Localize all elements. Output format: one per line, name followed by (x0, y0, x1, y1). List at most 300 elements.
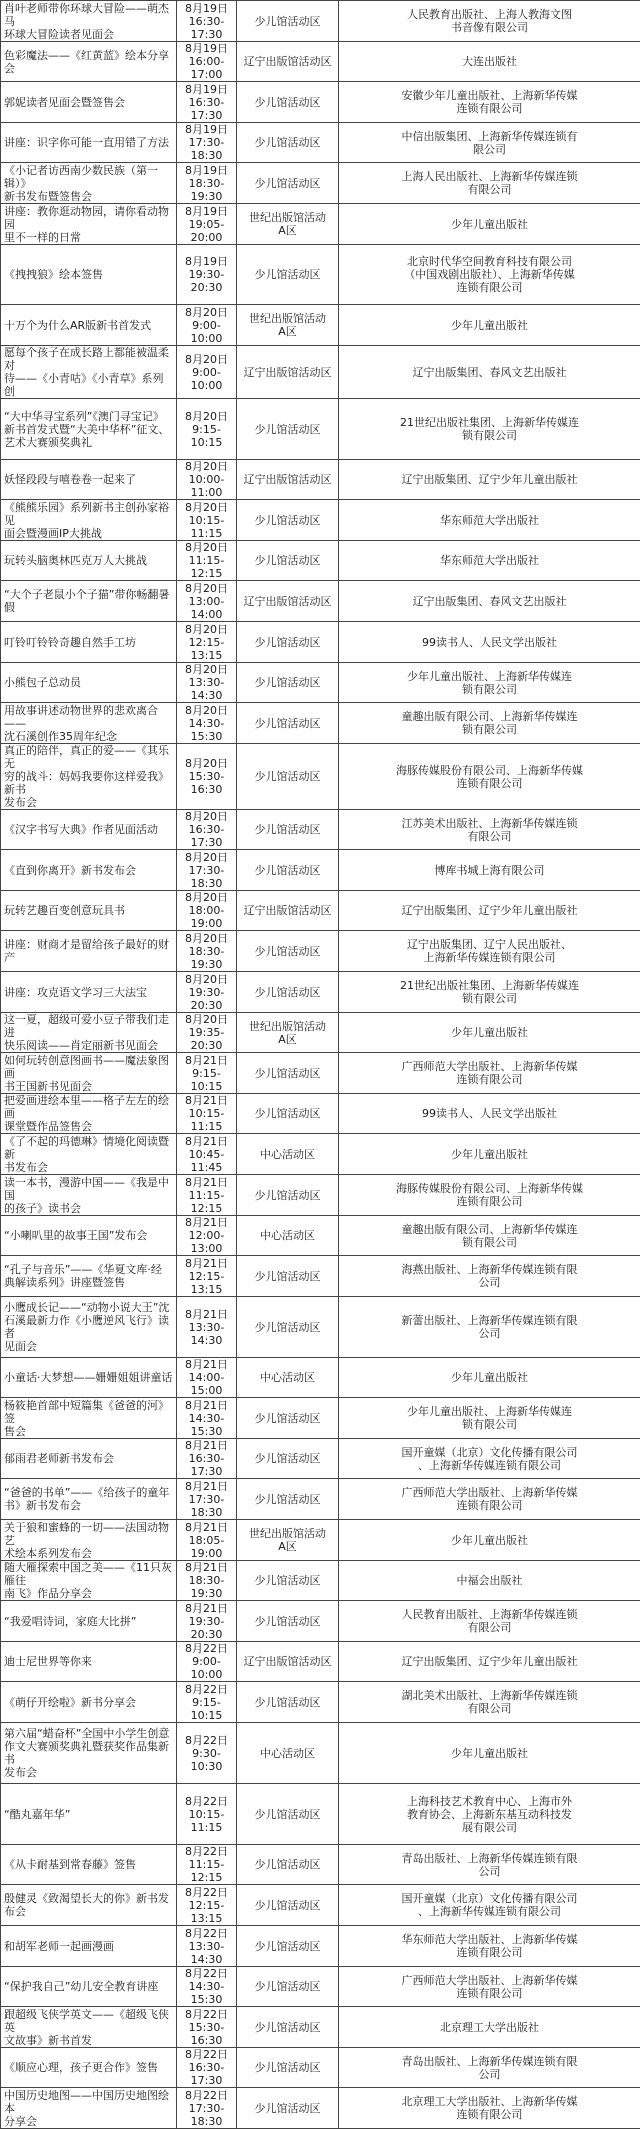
event-date: 8月20日 (180, 541, 233, 554)
table-row (1, 1682, 640, 1723)
event-cell (1, 622, 177, 663)
event-time: 19:35-20:30 (180, 1026, 233, 1052)
event-time: 13:00-14:00 (180, 595, 233, 621)
event-publisher: 少年儿童出版社 (342, 1148, 637, 1161)
event-date: 8月22日 (180, 1734, 233, 1747)
table-row (1, 305, 640, 346)
event-cell (1, 123, 177, 163)
publisher-cell (339, 1053, 640, 1094)
event-time: 9:15-10:15 (180, 1696, 233, 1722)
event-publisher: 辽宁出版集团、辽宁人民出版社、 上海新华传媒连锁有限公司 (342, 938, 637, 964)
event-publisher: 新蕾出版社、上海新华传媒连锁有限 公司 (342, 1314, 637, 1340)
venue-cell (237, 1256, 339, 1297)
event-time: 13:30-14:30 (180, 1321, 233, 1347)
event-title: 郭妮读者见面会暨签售会 (4, 96, 173, 109)
event-title: 小熊包子总动员 (4, 676, 173, 689)
event-publisher: 少年儿童出版社 (342, 1534, 637, 1547)
event-publisher: 广西师范大学出版社、上海新华传媒 连锁有限公司 (342, 1486, 637, 1512)
event-cell (1, 1094, 177, 1134)
event-title: “大个子老鼠小个子猫”带你畅翻暑 假 (4, 588, 173, 614)
event-cell (1, 2007, 177, 2048)
event-venue: 少儿馆活动区 (240, 1321, 335, 1334)
event-time: 14:30-15:30 (180, 1412, 233, 1438)
venue-cell (237, 1358, 339, 1398)
event-title: 愿每个孩子在成长路上都能被温柔对 待——《小青咕》《小青草》系列创 (4, 346, 173, 398)
venue-cell (237, 581, 339, 622)
venue-cell (237, 1926, 339, 1967)
event-date: 8月21日 (180, 1176, 233, 1189)
publisher-cell (339, 541, 640, 581)
venue-cell (237, 972, 339, 1013)
datetime-cell (177, 1, 237, 42)
event-title: 真正的陪伴，真正的爱——《其乐无 穷的战斗：妈妈我要你这样爱我》新书 发布会 (4, 744, 173, 809)
event-publisher: 童趣出版有限公司、上海新华传媒连 锁有限公司 (342, 1223, 637, 1249)
event-time: 14:30-15:30 (180, 717, 233, 743)
venue-cell (237, 1601, 339, 1642)
table-row (1, 1358, 640, 1398)
event-title: 《从卡耐基到常春藤》签售 (4, 1858, 173, 1871)
event-title: “酷丸嘉年华” (4, 1808, 173, 1821)
event-cell (1, 346, 177, 399)
event-title: 这一夏，超级可爱小豆子带我们走进 快乐阅读——肖定丽新书见面会 (4, 1013, 173, 1052)
event-venue: 辽宁出版馆活动区 (240, 366, 335, 379)
event-venue: 少儿馆活动区 (240, 1067, 335, 1080)
table-row (1, 123, 640, 163)
event-cell (1, 305, 177, 346)
venue-cell (237, 2088, 339, 2129)
datetime-cell (177, 1642, 237, 1682)
datetime-cell (177, 1479, 237, 1520)
event-publisher: 北京时代华空间教育科技有限公司 （中国戏剧出版社）、上海新华传媒 连锁有限公司 (342, 255, 637, 294)
datetime-cell (177, 1601, 237, 1642)
event-venue: 辽宁出版馆活动区 (240, 595, 335, 608)
event-publisher: 中福会出版社 (342, 1574, 637, 1587)
venue-cell (237, 810, 339, 850)
event-venue: 少儿馆活动区 (240, 1452, 335, 1465)
event-title: “小喇叭里的故事王国”发布会 (4, 1229, 173, 1242)
venue-cell (237, 1175, 339, 1216)
event-venue: 少儿馆活动区 (240, 945, 335, 958)
event-time: 19:30-20:30 (180, 1615, 233, 1641)
event-time: 18:30-19:30 (180, 1574, 233, 1600)
event-cell (1, 460, 177, 500)
publisher-cell (339, 1439, 640, 1479)
event-publisher: 华东师范大学出版社、上海新华传媒 连锁有限公司 (342, 1933, 637, 1959)
event-date: 8月22日 (180, 1845, 233, 1858)
table-row (1, 1642, 640, 1682)
event-date: 8月22日 (180, 1642, 233, 1655)
datetime-cell (177, 1297, 237, 1358)
event-cell (1, 1885, 177, 1926)
event-publisher: 21世纪出版社集团、上海新华传媒连 锁有限公司 (342, 979, 637, 1005)
event-venue: 少儿馆活动区 (240, 1940, 335, 1953)
table-row (1, 581, 640, 622)
publisher-cell (339, 500, 640, 541)
datetime-cell (177, 204, 237, 245)
publisher-cell (339, 1967, 640, 2007)
venue-cell (237, 399, 339, 460)
event-time: 15:30-16:30 (180, 770, 233, 796)
datetime-cell (177, 305, 237, 346)
event-publisher: 辽宁出版集团、春风文艺出版社 (342, 595, 637, 608)
venue-cell (237, 204, 339, 245)
event-date: 8月19日 (180, 2, 233, 15)
datetime-cell (177, 1216, 237, 1256)
event-title: 《直到你离开》新书发布会 (4, 864, 173, 877)
event-publisher: 少年儿童出版社 (342, 1026, 637, 1039)
event-time: 18:30-19:30 (180, 945, 233, 971)
datetime-cell (177, 1561, 237, 1601)
table-row (1, 931, 640, 972)
event-title: 《拽拽狼》绘本签售 (4, 268, 173, 281)
publisher-cell (339, 622, 640, 663)
event-date: 8月20日 (180, 582, 233, 595)
venue-cell (237, 346, 339, 399)
event-venue: 少儿馆活动区 (240, 177, 335, 190)
datetime-cell (177, 1053, 237, 1094)
table-row (1, 346, 640, 399)
event-date: 8月22日 (180, 1683, 233, 1696)
event-publisher: 海豚传媒股份有限公司、上海新华传媒 连锁有限公司 (342, 1182, 637, 1208)
event-publisher: 辽宁出版集团、辽宁少年儿童出版社 (342, 1655, 637, 1668)
table-row (1, 1, 640, 42)
event-title: 讲座：财商才是留给孩子最好的财产 (4, 938, 173, 964)
publisher-cell (339, 1682, 640, 1723)
event-venue: 少儿馆活动区 (240, 1858, 335, 1871)
publisher-cell (339, 1845, 640, 1885)
event-venue: 中心活动区 (240, 1148, 335, 1161)
venue-cell (237, 1053, 339, 1094)
event-venue: 中心活动区 (240, 1747, 335, 1760)
table-row (1, 972, 640, 1013)
event-venue: 少儿馆活动区 (240, 1493, 335, 1506)
datetime-cell (177, 2088, 237, 2129)
table-row (1, 1784, 640, 1845)
publisher-cell (339, 1926, 640, 1967)
table-row (1, 1013, 640, 1053)
event-publisher: 少年儿童出版社 (342, 319, 637, 332)
event-time: 18:00-19:00 (180, 904, 233, 930)
event-time: 9:15-10:15 (180, 1067, 233, 1093)
event-cell (1, 163, 177, 204)
event-title: 讲座：攻克语文学习三大法宝 (4, 986, 173, 999)
event-publisher: 99读书人、人民文学出版社 (342, 1107, 637, 1120)
event-venue: 少儿馆活动区 (240, 864, 335, 877)
datetime-cell (177, 1398, 237, 1439)
datetime-cell (177, 1094, 237, 1134)
event-publisher: 少年儿童出版社 (342, 218, 637, 231)
datetime-cell (177, 1845, 237, 1885)
venue-cell (237, 1967, 339, 2007)
event-time: 13:30-14:30 (180, 676, 233, 702)
venue-cell (237, 703, 339, 744)
venue-cell (237, 1297, 339, 1358)
event-title: 把爱画进绘本里——格子左左的绘画 课堂暨作品签售会 (4, 1094, 173, 1133)
table-row (1, 1601, 640, 1642)
venue-cell (237, 1479, 339, 1520)
event-title: 讲座：识字你可能一直用错了方法 (4, 136, 173, 149)
event-date: 8月21日 (180, 1054, 233, 1067)
datetime-cell (177, 744, 237, 810)
table-row (1, 1926, 640, 1967)
event-title: 用故事讲述动物世界的悲欢离合—— 沈石溪创作35周年纪念 (4, 704, 173, 743)
publisher-cell (339, 1561, 640, 1601)
datetime-cell (177, 42, 237, 82)
event-title: 中国历史地图——中国历史地图绘本 分享会 (4, 2089, 173, 2128)
publisher-cell (339, 581, 640, 622)
event-cell (1, 972, 177, 1013)
venue-cell (237, 850, 339, 891)
event-publisher: 童趣出版有限公司、上海新华传媒连 锁有限公司 (342, 710, 637, 736)
venue-cell (237, 931, 339, 972)
event-date: 8月20日 (180, 501, 233, 514)
event-venue: 少儿馆活动区 (240, 514, 335, 527)
event-time: 12:15-13:15 (180, 636, 233, 662)
table-row (1, 1561, 640, 1601)
event-time: 9:00-10:00 (180, 319, 233, 345)
event-publisher: 上海科技艺术教育中心、上海市外 教育协会、上海新东基互动科技发 展有限公司 (342, 1795, 637, 1834)
event-venue: 少儿馆活动区 (240, 986, 335, 999)
event-cell (1, 1358, 177, 1398)
event-cell (1, 1784, 177, 1845)
event-date: 8月21日 (180, 1216, 233, 1229)
event-cell (1, 1967, 177, 2007)
event-cell (1, 1642, 177, 1682)
event-title: 讲座：教你逛动物园，请你看动物园 里不一样的日常 (4, 205, 173, 244)
event-date: 8月22日 (180, 2048, 233, 2061)
datetime-cell (177, 1784, 237, 1845)
table-row (1, 850, 640, 891)
event-time: 9:15-10:15 (180, 423, 233, 449)
event-cell (1, 850, 177, 891)
publisher-cell (339, 1784, 640, 1845)
event-title: 随大雁探索中国之美——《11只灰雁往 南飞》作品分享会 (4, 1561, 173, 1600)
publisher-cell (339, 460, 640, 500)
event-cell (1, 399, 177, 460)
event-cell (1, 1845, 177, 1885)
venue-cell (237, 163, 339, 204)
event-title: 读一本书，漫游中国——《我是中国 的孩子》读书会 (4, 1176, 173, 1215)
table-row (1, 1439, 640, 1479)
event-date: 8月20日 (180, 810, 233, 823)
table-row (1, 1134, 640, 1175)
datetime-cell (177, 931, 237, 972)
venue-cell (237, 123, 339, 163)
venue-cell (237, 663, 339, 703)
venue-cell (237, 1682, 339, 1723)
venue-cell (237, 1, 339, 42)
event-title: 《小记者访西南少数民族（第一辑）》 新书发布暨签售会 (4, 164, 173, 203)
event-publisher: 华东师范大学出版社 (342, 554, 637, 567)
event-date: 8月20日 (180, 851, 233, 864)
event-cell (1, 810, 177, 850)
venue-cell (237, 891, 339, 931)
datetime-cell (177, 1439, 237, 1479)
publisher-cell (339, 1398, 640, 1439)
event-venue: 少儿馆活动区 (240, 1189, 335, 1202)
table-row (1, 891, 640, 931)
datetime-cell (177, 123, 237, 163)
event-cell (1, 703, 177, 744)
venue-cell (237, 1398, 339, 1439)
event-venue: 少儿馆活动区 (240, 823, 335, 836)
publisher-cell (339, 123, 640, 163)
event-time: 18:30-19:30 (180, 177, 233, 203)
event-title: 跟超级飞侠学英文——《超级飞侠英 文故事》新书首发 (4, 2008, 173, 2047)
event-time: 11:15-12:15 (180, 1858, 233, 1884)
event-date: 8月20日 (180, 757, 233, 770)
table-row (1, 1297, 640, 1358)
event-title: “保护我自己”幼儿安全教育讲座 (4, 1980, 173, 1993)
event-time: 14:30-15:30 (180, 1980, 233, 2006)
event-venue: 世纪出版馆活动 A区 (240, 1527, 335, 1553)
event-date: 8月22日 (180, 1967, 233, 1980)
event-date: 8月20日 (180, 623, 233, 636)
publisher-cell (339, 1723, 640, 1784)
datetime-cell (177, 663, 237, 703)
event-venue: 辽宁出版馆活动区 (240, 1655, 335, 1668)
publisher-cell (339, 1094, 640, 1134)
publisher-cell (339, 1885, 640, 1926)
venue-cell (237, 42, 339, 82)
publisher-cell (339, 2007, 640, 2048)
event-publisher: 上海人民出版社、上海新华传媒连锁 有限公司 (342, 170, 637, 196)
venue-cell (237, 744, 339, 810)
datetime-cell (177, 1885, 237, 1926)
event-cell (1, 1256, 177, 1297)
table-row (1, 245, 640, 305)
publisher-cell (339, 1297, 640, 1358)
event-date: 8月20日 (180, 663, 233, 676)
datetime-cell (177, 1134, 237, 1175)
event-time: 16:30-17:30 (180, 2061, 233, 2087)
event-cell (1, 42, 177, 82)
table-row (1, 2007, 640, 2048)
publisher-cell (339, 1256, 640, 1297)
event-venue: 少儿馆活动区 (240, 1808, 335, 1821)
event-cell (1, 1, 177, 42)
event-venue: 少儿馆活动区 (240, 1696, 335, 1709)
publisher-cell (339, 703, 640, 744)
event-time: 19:05-20:00 (180, 218, 233, 244)
event-venue: 中心活动区 (240, 1229, 335, 1242)
table-row (1, 204, 640, 245)
datetime-cell (177, 1520, 237, 1561)
publisher-cell (339, 82, 640, 123)
datetime-cell (177, 399, 237, 460)
venue-cell (237, 1134, 339, 1175)
datetime-cell (177, 1926, 237, 1967)
event-time: 10:15-11:15 (180, 514, 233, 540)
table-row (1, 703, 640, 744)
event-venue: 世纪出版馆活动 A区 (240, 1020, 335, 1046)
table-row (1, 622, 640, 663)
event-cell (1, 931, 177, 972)
datetime-cell (177, 1256, 237, 1297)
event-venue: 少儿馆活动区 (240, 636, 335, 649)
event-cell (1, 1479, 177, 1520)
event-cell (1, 891, 177, 931)
event-venue: 少儿馆活动区 (240, 2061, 335, 2074)
datetime-cell (177, 1358, 237, 1398)
event-venue: 少儿馆活动区 (240, 770, 335, 783)
event-venue: 中心活动区 (240, 1371, 335, 1384)
publisher-cell (339, 1013, 640, 1053)
publisher-cell (339, 2048, 640, 2088)
event-time: 16:30-17:30 (180, 1452, 233, 1478)
event-time: 17:30-18:30 (180, 864, 233, 890)
publisher-cell (339, 245, 640, 305)
venue-cell (237, 1094, 339, 1134)
event-date: 8月19日 (180, 205, 233, 218)
datetime-cell (177, 1967, 237, 2007)
event-cell (1, 1216, 177, 1256)
table-row (1, 744, 640, 810)
publisher-cell (339, 810, 640, 850)
event-publisher: 99读书人、人民文学出版社 (342, 636, 637, 649)
event-date: 8月19日 (180, 83, 233, 96)
publisher-cell (339, 346, 640, 399)
event-publisher: 博库书城上海有限公司 (342, 864, 637, 877)
event-time: 19:30-20:30 (180, 268, 233, 294)
event-date: 8月22日 (180, 1795, 233, 1808)
datetime-cell (177, 1682, 237, 1723)
datetime-cell (177, 810, 237, 850)
event-publisher: 辽宁出版集团、辽宁少年儿童出版社 (342, 473, 637, 486)
event-date: 8月21日 (180, 1602, 233, 1615)
publisher-cell (339, 42, 640, 82)
publisher-cell (339, 399, 640, 460)
event-time: 12:00-13:00 (180, 1229, 233, 1255)
publisher-cell (339, 744, 640, 810)
table-row (1, 42, 640, 82)
table-row (1, 1967, 640, 2007)
event-cell (1, 1053, 177, 1094)
datetime-cell (177, 460, 237, 500)
event-publisher: 江苏美术出版社、上海新华传媒连锁 有限公司 (342, 817, 637, 843)
datetime-cell (177, 500, 237, 541)
event-date: 8月21日 (180, 1094, 233, 1107)
event-time: 9:00-10:00 (180, 1655, 233, 1681)
event-date: 8月20日 (180, 460, 233, 473)
event-venue: 少儿馆活动区 (240, 1574, 335, 1587)
event-publisher: 国开童媒（北京）文化传播有限公司 、上海新华传媒连锁有限公司 (342, 1446, 637, 1472)
event-date: 8月22日 (180, 1927, 233, 1940)
datetime-cell (177, 1723, 237, 1784)
event-date: 8月21日 (180, 1399, 233, 1412)
event-publisher: 少年儿童出版社 (342, 1371, 637, 1384)
event-cell (1, 82, 177, 123)
publisher-cell (339, 1, 640, 42)
table-row (1, 1479, 640, 1520)
event-time: 16:30-17:30 (180, 15, 233, 41)
datetime-cell (177, 2048, 237, 2088)
table-row (1, 82, 640, 123)
datetime-cell (177, 703, 237, 744)
event-publisher: 国开童媒（北京）文化传播有限公司 、上海新华传媒连锁有限公司 (342, 1892, 637, 1918)
publisher-cell (339, 1642, 640, 1682)
publisher-cell (339, 972, 640, 1013)
event-time: 12:15-13:15 (180, 1899, 233, 1925)
venue-cell (237, 1216, 339, 1256)
publisher-cell (339, 2088, 640, 2129)
event-title: 色彩魔法——《红黄蓝》绘本分享会 (4, 49, 173, 75)
datetime-cell (177, 622, 237, 663)
event-cell (1, 1398, 177, 1439)
event-title: 肖叶老师带你环球大冒险——萌杰马 环球大冒险读者见面会 (4, 2, 173, 41)
event-date: 8月21日 (180, 1439, 233, 1452)
event-time: 11:15-12:15 (180, 1189, 233, 1215)
